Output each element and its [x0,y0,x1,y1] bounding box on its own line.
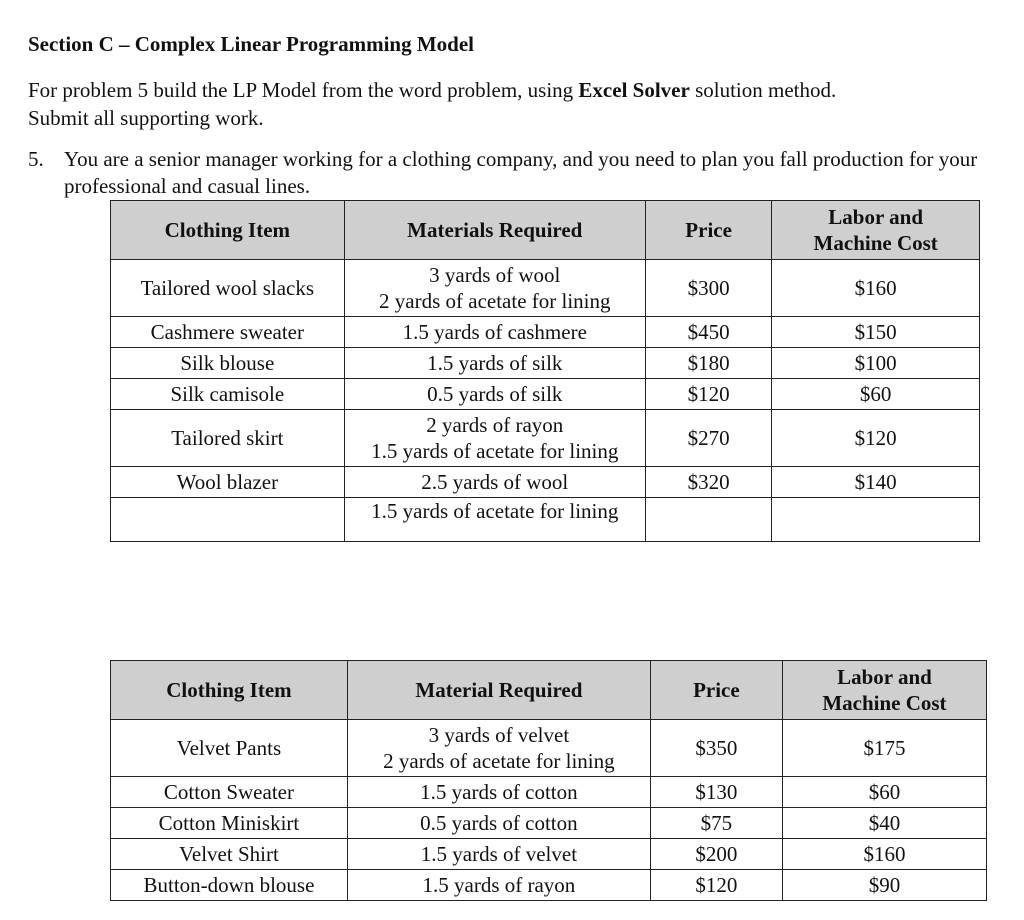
professional-line-table [110,200,980,542]
material-line: 3 yards of wool [429,263,561,287]
header-labor-line1: Labor and [837,665,932,689]
cell-cost-empty [772,498,980,542]
material-line: 2 yards of acetate for lining [379,289,611,313]
table-header-row [111,201,980,260]
cell-materials [347,720,650,777]
cell-materials: 1.5 yards of rayon [347,870,650,901]
table-row [111,317,980,348]
cell-price: $450 [645,317,771,348]
cell-materials: 1.5 yards of velvet [347,839,650,870]
cell-price: $320 [645,467,771,498]
material-line: 2 yards of acetate for lining [383,749,615,773]
casual-line-table [110,660,987,901]
cell-cost: $100 [772,348,980,379]
header-price: Price [650,661,782,720]
cell-price: $130 [650,777,782,808]
cell-materials: 1.5 yards of silk [344,348,645,379]
instructions-line2: Submit all supporting work. [28,106,264,130]
problem-statement [28,146,988,200]
cell-materials [344,260,645,317]
table-row [111,839,987,870]
cell-materials [344,410,645,467]
cell-price: $120 [645,379,771,410]
table-row [111,260,980,317]
instructions-text: For problem 5 build the LP Model from the word problem, using [28,78,579,102]
cell-materials: 2.5 yards of wool [344,467,645,498]
header-material-required: Material Required [347,661,650,720]
cell-item: Tailored skirt [111,410,345,467]
header-clothing-item: Clothing Item [111,661,348,720]
table-row [111,808,987,839]
cell-materials: 1.5 yards of cashmere [344,317,645,348]
material-line: 1.5 yards of acetate for lining [371,439,619,463]
cell-price: $350 [650,720,782,777]
header-labor-line2: Machine Cost [813,231,938,255]
material-line: 3 yards of velvet [428,723,570,747]
instructions-bold: Excel Solver [578,78,690,102]
instructions [28,76,988,132]
cell-item: Button-down blouse [111,870,348,901]
cell-cost: $160 [782,839,986,870]
cell-item: Silk camisole [111,379,345,410]
cell-materials: 1.5 yards of cotton [347,777,650,808]
cell-price-empty [645,498,771,542]
cell-price: $270 [645,410,771,467]
cell-item: Silk blouse [111,348,345,379]
cell-cost: $40 [782,808,986,839]
cell-item: Tailored wool slacks [111,260,345,317]
table-row [111,467,980,498]
cell-cost: $120 [772,410,980,467]
section-heading: Section C – Complex Linear Programming Model [28,32,475,56]
cell-cost: $160 [772,260,980,317]
cell-price: $300 [645,260,771,317]
cell-price: $75 [650,808,782,839]
header-labor-cost [782,661,986,720]
header-labor-cost [772,201,980,260]
cell-cost: $175 [782,720,986,777]
cell-cost: $140 [772,467,980,498]
table-row [111,348,980,379]
cell-materials: 1.5 yards of acetate for lining [344,498,645,542]
table-row [111,498,980,542]
header-price: Price [645,201,771,260]
header-labor-line1: Labor and [828,205,924,229]
problem-number: 5. [28,147,44,171]
cell-item-empty [111,498,345,542]
cell-cost: $60 [772,379,980,410]
cell-item: Cotton Miniskirt [111,808,348,839]
cell-cost: $60 [782,777,986,808]
cell-item: Velvet Shirt [111,839,348,870]
material-line: 2 yards of rayon [426,413,564,437]
cell-price: $120 [650,870,782,901]
table-row [111,720,987,777]
instructions-text-end: solution method. [689,78,837,102]
problem-text: You are a senior manager working for a clothing company, and you need to plan you fall production for your professional and casual lines. [64,147,978,198]
cell-cost: $90 [782,870,986,901]
table-row [111,410,980,467]
header-clothing-item: Clothing Item [111,201,345,260]
cell-price: $200 [650,839,782,870]
header-labor-line2: Machine Cost [822,691,947,715]
table-row [111,379,980,410]
cell-item: Cashmere sweater [111,317,345,348]
cell-cost: $150 [772,317,980,348]
header-materials-required: Materials Required [344,201,645,260]
cell-item: Wool blazer [111,467,345,498]
table-row [111,870,987,901]
table-header-row [111,661,987,720]
table-row [111,777,987,808]
cell-materials: 0.5 yards of cotton [347,808,650,839]
cell-item: Cotton Sweater [111,777,348,808]
cell-materials: 0.5 yards of silk [344,379,645,410]
cell-item: Velvet Pants [111,720,348,777]
cell-price: $180 [645,348,771,379]
